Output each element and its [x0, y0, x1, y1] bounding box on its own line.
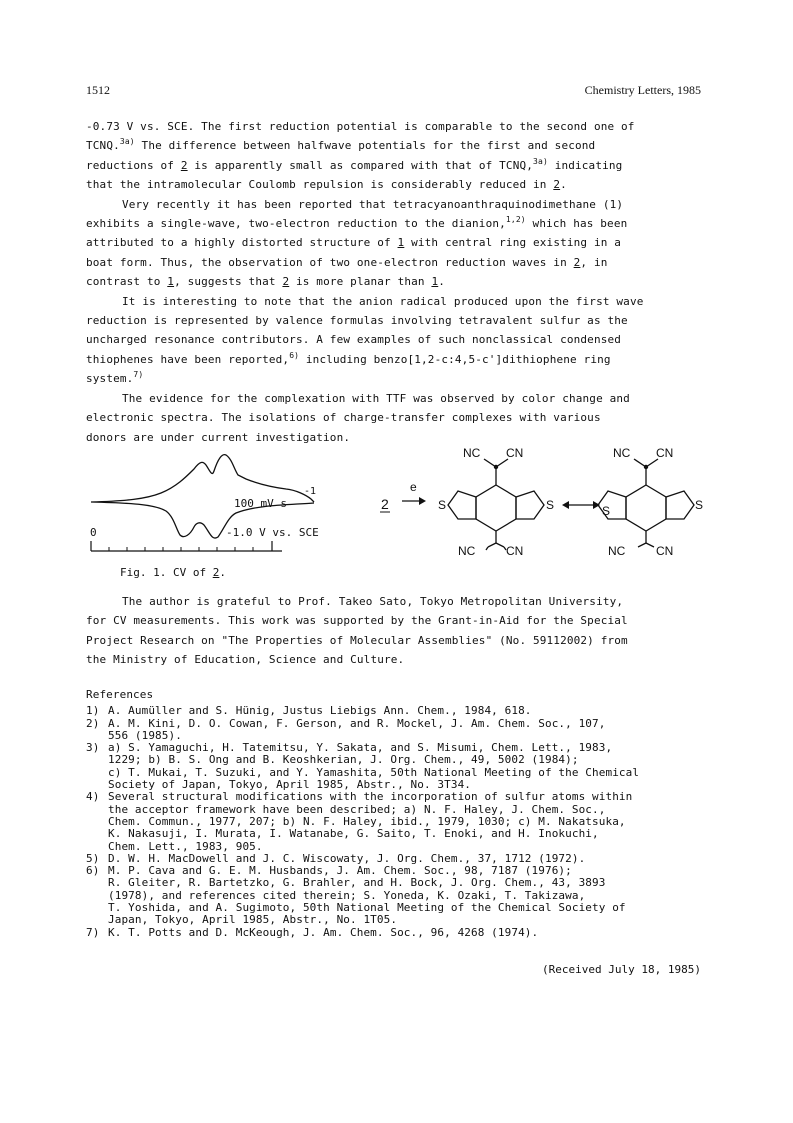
- text-line: -0.73 V vs. SCE. The first reduction potential is comparable to the second one of: [86, 120, 635, 133]
- reference-text: [108, 791, 726, 852]
- text-line: Project Research on "The Properties of Molecular Assemblies" (No. 59112002) from: [86, 633, 628, 647]
- text-line: reduction is represented by valence formulas involving tetravalent sulfur as the: [86, 314, 628, 328]
- group-cn-bottom-2: CN: [656, 544, 674, 557]
- reference-line: Chem. Commun., 1977, 207; b) N. F. Haley, ibid., 1979, 1030; c) M. Nakatsuka,: [108, 814, 626, 828]
- references-section: [86, 689, 726, 939]
- compound-ref: 2: [573, 255, 581, 269]
- reference-line: a) S. Yamaguchi, H. Tatemitsu, Y. Sakata, and S. Misumi, Chem. Lett., 1983,: [108, 741, 613, 755]
- text-span: reductions of: [86, 158, 181, 172]
- text-line: Very recently it has been reported that tetracyanoanthraquinodimethane (1): [122, 197, 624, 211]
- radical-anion-structure-2: [598, 459, 694, 547]
- text-line: It is interesting to note that the anion radical produced upon the first wave: [122, 294, 644, 308]
- group-nc-top-2: NC: [613, 447, 631, 460]
- reference-number: 1): [86, 704, 100, 718]
- text-span: .: [438, 275, 446, 289]
- reference-number: 7): [86, 925, 100, 939]
- radical-dot-2: [644, 465, 648, 469]
- figure-caption: [120, 566, 226, 579]
- reference-item: [86, 865, 726, 926]
- text-line: The author is grateful to Prof. Takeo Sato, Tokyo Metropolitan University,: [122, 595, 624, 608]
- text-span: , in: [580, 255, 608, 269]
- text-span: .: [560, 178, 567, 192]
- reference-item: [86, 705, 726, 717]
- reference-text: [108, 705, 726, 717]
- journal-header: Chemistry Letters, 1985: [584, 83, 701, 97]
- text-span: attributed to a highly distorted structure of: [86, 236, 398, 250]
- group-cn-bottom-1: CN: [506, 544, 524, 557]
- citation-superscript: 7): [133, 370, 144, 380]
- text-span: is apparently small as compared with that of TCNQ,: [187, 158, 534, 172]
- acknowledgement: [86, 592, 722, 670]
- reference-number: 3): [86, 741, 100, 755]
- citation-superscript: 3a): [533, 156, 548, 166]
- text-span: , suggests that: [174, 275, 283, 289]
- reference-number: 2): [86, 716, 100, 730]
- radical-dot-1: [494, 465, 498, 469]
- received-date: (Received July 18, 1985): [542, 963, 701, 976]
- reference-line: Chem. Lett., 1983, 905.: [108, 839, 263, 853]
- sulfur-right-2: S: [695, 498, 704, 512]
- radical-anion-structure-1: [448, 459, 544, 550]
- text-span: The difference between halfwave potentials for the first and second: [134, 139, 596, 153]
- cv-scan-rate-label: 100 mV s: [234, 497, 287, 510]
- sulfur-right-1: S: [546, 498, 555, 512]
- text-line: The evidence for the complexation with TTF was observed by color change and: [122, 391, 630, 405]
- reference-text: [108, 927, 726, 939]
- reference-item: [86, 718, 726, 743]
- reference-line: Several structural modifications with the incorporation of sulfur atoms within: [108, 790, 633, 804]
- reference-line: M. P. Cava and G. E. M. Husbands, J. Am. Chem. Soc., 98, 7187 (1976);: [108, 864, 572, 878]
- reaction-arrowhead: [419, 497, 426, 505]
- reference-text: [108, 865, 726, 926]
- compound-ref: 2: [212, 566, 220, 579]
- cv-zero-label: 0: [90, 526, 97, 539]
- reference-number: 5): [86, 851, 100, 865]
- group-cn-top-1: CN: [506, 447, 524, 460]
- compound-ref: 2: [180, 158, 188, 172]
- text-line: uncharged resonance contributors. A few examples of such nonclassical condensed: [86, 333, 622, 347]
- reference-text: [108, 718, 726, 743]
- reference-line: D. W. H. MacDowell and J. C. Wiscowaty, J. Org. Chem., 37, 1712 (1972).: [108, 851, 586, 865]
- text-span: indicating: [547, 158, 623, 172]
- reference-text: [108, 742, 726, 791]
- reference-line: K. Nakasuji, I. Murata, I. Watanabe, G. Saito, T. Enoki, and H. Inokuchi,: [108, 827, 599, 841]
- group-nc-bottom-1: NC: [458, 544, 476, 557]
- citation-superscript: 1,2): [505, 215, 526, 225]
- text-span: which has been: [525, 217, 628, 231]
- reference-item: [86, 742, 726, 791]
- compound-ref: 1: [431, 275, 439, 289]
- reference-number: 4): [86, 790, 100, 804]
- text-span: is more planar than: [289, 275, 432, 289]
- reference-line: 1229; b) B. S. Ong and B. Keoshkerian, J. Org. Chem., 49, 5002 (1984);: [108, 753, 579, 767]
- reference-line: T. Yoshida, and A. Sugimoto, 50th National Meeting of the Chemical Society of: [108, 901, 626, 915]
- reference-line: A. Aumüller and S. Hünig, Justus Liebigs Ann. Chem., 1984, 618.: [108, 704, 532, 718]
- text-span: with central ring existing in a: [404, 236, 622, 250]
- resonance-arrowhead-left: [562, 501, 569, 509]
- reference-line: Japan, Tokyo, April 1985, Abstr., No. 1T05.: [108, 913, 398, 927]
- caption-text: Fig. 1. CV of: [120, 566, 213, 579]
- page-number: 1512: [86, 83, 110, 97]
- group-nc-bottom-2: NC: [608, 544, 626, 557]
- reference-line: (1978), and references cited therein; S. Yoneda, K. Ozaki, T. Takizawa,: [108, 888, 586, 902]
- reference-line: R. Gleiter, R. Bartetzko, G. Brahler, and H. Bock, J. Org. Chem., 43, 3893: [108, 876, 606, 890]
- reference-line: 556 (1985).: [108, 728, 182, 742]
- reference-line: c) T. Mukai, T. Suzuki, and Y. Yamashita, 50th National Meeting of the Chemical: [108, 765, 640, 779]
- references-title: References: [86, 688, 154, 701]
- citation-superscript: 6): [289, 350, 300, 360]
- text-line: donors are under current investigation.: [86, 430, 351, 444]
- reference-number: 6): [86, 864, 100, 878]
- reference-item: [86, 791, 726, 852]
- resonance-arrowhead-right: [593, 501, 600, 509]
- body-paragraph-1: [86, 117, 722, 447]
- electron-label: e: [410, 480, 417, 494]
- text-span: contrast to: [86, 275, 168, 289]
- reference-line: K. T. Potts and D. McKeough, J. Am. Chem. Soc., 96, 4268 (1974).: [108, 925, 539, 939]
- cv-axis-label: -1.0 V vs. SCE: [226, 526, 319, 539]
- text-span: boat form. Thus, the observation of two one-electron reduction waves in: [86, 255, 574, 269]
- caption-text: .: [219, 566, 226, 579]
- text-line: the Ministry of Education, Science and Culture.: [86, 653, 405, 667]
- reference-item: [86, 927, 726, 939]
- text-line: for CV measurements. This work was supported by the Grant-in-Aid for the Special: [86, 614, 628, 628]
- reference-line: the acceptor framework have been described; a) N. F. Haley, J. Chem. Soc.,: [108, 802, 606, 816]
- text-span: system.: [86, 372, 134, 386]
- compound-ref: 2: [282, 275, 290, 289]
- group-cn-top-2: CN: [656, 447, 674, 460]
- compound-number: 2: [381, 496, 389, 512]
- citation-superscript: 3a): [119, 137, 135, 147]
- figure-svg: [86, 447, 726, 557]
- text-span: TCNQ.: [86, 139, 120, 153]
- reference-line: Society of Japan, Tokyo, April 1985, Abstr., No. 3T34.: [108, 778, 472, 792]
- group-nc-top-1: NC: [463, 447, 481, 460]
- compound-ref: 1: [397, 236, 405, 250]
- compound-ref: 2: [553, 178, 561, 192]
- text-span: thiophenes have been reported,: [86, 352, 290, 366]
- cv-scan-rate-exponent: -1: [304, 486, 317, 497]
- text-span: exhibits a single-wave, two-electron reduction to the dianion,: [86, 217, 506, 231]
- compound-ref: 1: [167, 275, 175, 289]
- sulfur-left-2: S: [602, 504, 611, 518]
- text-line: electronic spectra. The isolations of charge-transfer complexes with various: [86, 411, 601, 425]
- text-span: including benzo[1,2-c:4,5-c']dithiophene ring: [299, 352, 611, 366]
- text-span: that the intramolecular Coulomb repulsion is considerably reduced in: [86, 178, 554, 192]
- reference-list: [86, 705, 726, 939]
- reference-line: A. M. Kini, D. O. Cowan, F. Gerson, and R. Mockel, J. Am. Chem. Soc., 107,: [108, 716, 606, 730]
- sulfur-left-1: S: [438, 498, 447, 512]
